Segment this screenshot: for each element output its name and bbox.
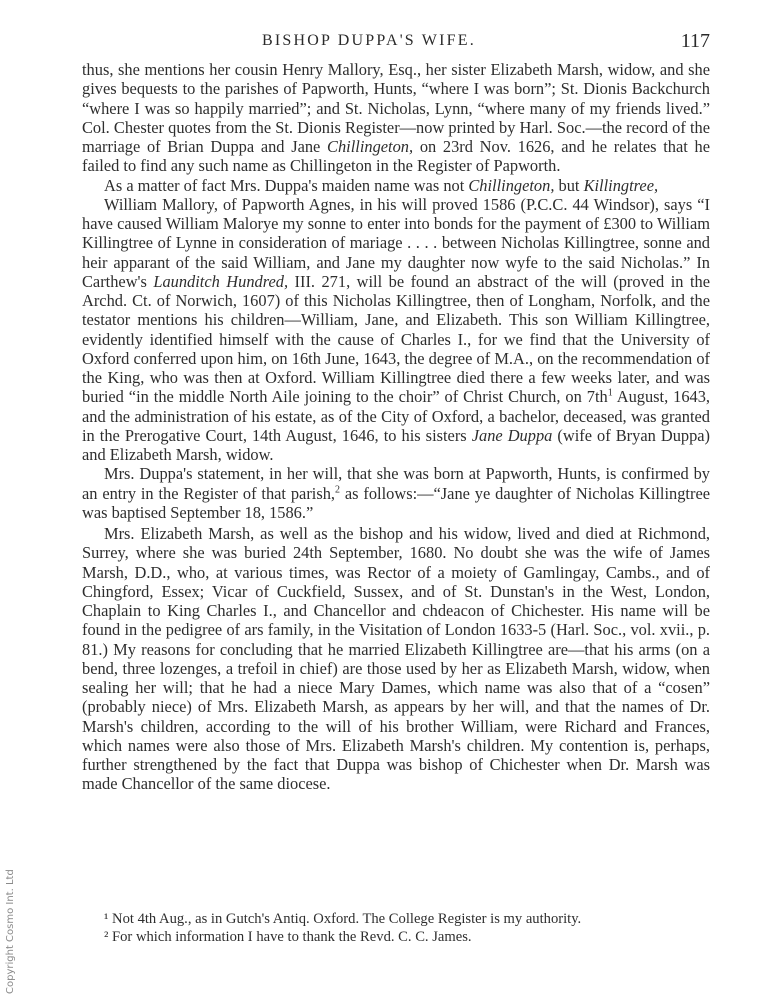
paragraph-1-italic: Chillingeton, [327, 137, 414, 156]
paragraph-4-end: as follows:—“Jane ye daughter of Nicholas Killingtree was baptised September 18, 1586.” [82, 483, 710, 522]
paragraph-2-italic-2: Killingtree, [583, 175, 659, 195]
copyright-text: Copyright Cosmo Int. Ltd [5, 869, 16, 994]
footnote-2: ² For which information I have to thank the Revd. C. C. James. [104, 929, 472, 945]
page-number: 117 [680, 30, 710, 52]
paragraph-3-italic: Launditch Hundred, [153, 271, 289, 291]
paragraph-3-italic-2: Jane Duppa [471, 425, 553, 445]
copyright-watermark [4, 500, 18, 1000]
paragraph-3-mid: III. 271, will be found an abstract of the will (proved in the Archd. Ct. of Norwich, 1607) of this Nicholas Killingtree, then of Longham, Norfolk, and the testator mentions his children—William, Jane, and Elizabeth. This son William Killingtree, evidently identified himself with the cause of Charles I., for we find that the University of Oxford conferred upon him, on 16th June, 1643, the degree of M.A., on the recommendation of the King, who was then at Oxford. William Killingtree died there a few weeks later, and was buried “in the middle North Aile joining to the choir” of Christ Church, on 7th [82, 271, 710, 407]
body-text [82, 60, 710, 794]
paragraph-1-end: on 23rd Nov. 1626, and he relates that he failed to find any such name as Chillingeton in the Register of Papworth. [82, 137, 710, 176]
paragraph-4 [82, 464, 710, 522]
paragraph-3-end: (wife of Bryan Duppa) and Elizabeth Marsh, widow. [82, 425, 711, 464]
footnotes [82, 910, 710, 946]
paragraph-3-mid-2: August, 1643, and the administration of his estate, as of the City of Oxford, a bachelor, deceased, was granted in the Prerogative Court, 14th August, 1646, to his sisters [82, 387, 711, 445]
paragraph-1 [82, 60, 710, 176]
page-header [82, 30, 710, 54]
paragraph-4-text: Mrs. Duppa's statement, in her will, that she was born at Papworth, Hunts, is confirmed by an entry in the Register of that parish, [82, 464, 710, 503]
footnote-ref-2: 2 [335, 484, 341, 496]
paragraph-2 [82, 176, 710, 195]
paragraph-1-text: thus, she mentions her cousin Henry Mallory, Esq., her sister Elizabeth Marsh, widow, and she gives bequests to the parishes of Papworth, Hunts, “where I was born”; St. Dionis Backchurch “where I was so happily married”; and St. Nicholas, Lynn, “where many of my friends lived.” Col. Chester quotes from the St. Dionis Register—now printed by Harl. Soc.—the record of the marriage of Brian Duppa and Jane [82, 60, 710, 156]
paragraph-3-text: William Mallory, of Papworth Agnes, in his will proved 1586 (P.C.C. 44 Windsor), says “I have caused William Malorye my sonne to enter into bonds for the payment of £300 to William Killingtree of Lynne in consideration of mariage . . . . between Nicholas Killingtree, sonne and heir apparant of the said William, and Jane my daughter now wyfe to the said Nicholas.” In Carthew's [82, 194, 710, 291]
paragraph-2-italic-1: Chillingeton, [468, 175, 555, 195]
paragraph-5 [82, 524, 710, 794]
paragraph-2-text: As a matter of fact Mrs. Duppa's maiden name was not [104, 175, 469, 195]
footnote-1: ¹ Not 4th Aug., as in Gutch's Antiq. Oxford. The College Register is my authority. [104, 911, 582, 927]
paragraph-3 [82, 195, 710, 465]
paragraph-2-mid: but [554, 175, 584, 195]
footnote-ref-1: 1 [607, 387, 613, 399]
paragraph-5-text: Mrs. Elizabeth Marsh, as well as the bishop and his widow, lived and died at Richmond, Surrey, where she was buried 24th September, 1680. No doubt she was the wife of James Marsh, D.D., who, at various times, was Rector of a moiety of Gamlingay, Cambs., and of Chingford, Essex; Vicar of Cuckfield, Sussex, and of St. Dunstan's in the West, London, Chaplain to King Charles I., and Chancellor and chdeacon of Chichester. His name will be found in the pedigree of ars family, in the Visitation of London 1633-5 (Harl. Soc., vol. xvii., p. 81.) My reasons for concluding that he married Elizabeth Killingtree are—that his arms (on a bend, three lozenges, a trefoil in chief) are those used by her as Elizabeth Marsh, widow, when sealing her will; that he had a niece Mary Dames, which name was also that of a “cosen” (probably niece) of Mrs. Elizabeth Marsh, as appears by her will, and that the names of Dr. Marsh's children, according to the will of his brother William, were Richard and Frances, which names were also those of Mrs. Elizabeth Marsh's children. My contention is, perhaps, further strengthened by the fact that Duppa was bishop of Chichester when Dr. Marsh was made Chancellor of the same diocese. [82, 524, 710, 794]
running-head: BISHOP DUPPA'S WIFE. [262, 32, 476, 49]
